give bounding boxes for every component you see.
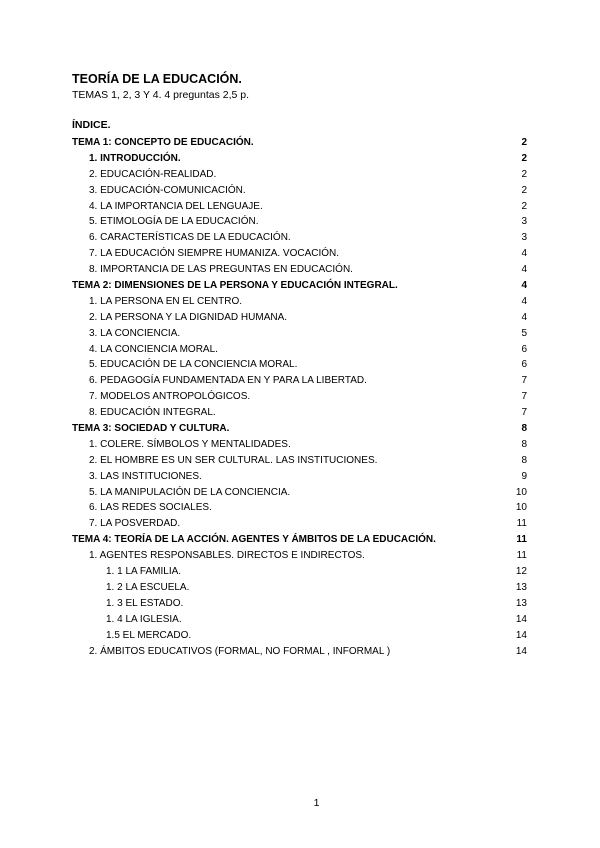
- toc-entry-page: 11: [516, 518, 527, 530]
- toc-entry-page: 4: [521, 248, 527, 260]
- toc-entry-title: 1. COLERE. SÍMBOLOS Y MENTALIDADES.: [89, 438, 291, 450]
- toc-entry-title: 7. LA EDUCACIÓN SIEMPRE HUMANIZA. VOCACIÓN.: [89, 248, 340, 260]
- toc-entry[interactable]: [72, 357, 527, 373]
- toc-entry[interactable]: [72, 453, 527, 469]
- toc-entry-page: 7: [521, 391, 527, 403]
- toc-entry-page: 4: [521, 295, 527, 307]
- toc-entry-page: 2: [521, 137, 527, 148]
- toc-entry-title: TEMA 2: DIMENSIONES DE LA PERSONA Y EDUCACIÓN INTEGRAL.: [72, 280, 398, 292]
- toc-entry-title: 5. EDUCACIÓN DE LA CONCIENCIA MORAL.: [89, 359, 298, 371]
- toc-entry-page: 8: [521, 454, 527, 466]
- toc-entry[interactable]: [72, 500, 527, 516]
- toc-entry[interactable]: [72, 214, 527, 230]
- toc-entry[interactable]: [72, 564, 527, 580]
- toc-entry-page: 8: [521, 423, 527, 435]
- toc-entry[interactable]: [72, 596, 527, 612]
- toc-entry-title: 7. LA POSVERDAD.: [89, 518, 181, 530]
- toc-entry-title: 5. LA MANIPULACIÓN DE LA CONCIENCIA.: [89, 486, 291, 498]
- toc-entry-page: 2: [521, 168, 527, 180]
- toc-entry-title: 2. EDUCACIÓN-REALIDAD.: [89, 168, 217, 180]
- toc-entry[interactable]: [72, 294, 527, 310]
- index-heading: ÍNDICE.: [72, 119, 111, 131]
- toc-entry[interactable]: [72, 580, 527, 596]
- toc-entry-page: 11: [516, 550, 527, 562]
- toc-entry-title: 3. LAS INSTITUCIONES.: [89, 470, 202, 482]
- toc-entry-title: 2. LA PERSONA Y LA DIGNIDAD HUMANA.: [89, 311, 288, 323]
- toc-entry[interactable]: [72, 548, 527, 564]
- toc-entry-title: 7. MODELOS ANTROPOLÓGICOS.: [89, 391, 251, 403]
- toc-entry-title: TEMA 4: TEORÍA DE LA ACCIÓN. AGENTES Y ÁMBITOS DE LA EDUCACIÓN.: [72, 534, 436, 546]
- toc-entry[interactable]: [72, 405, 527, 421]
- toc-entry[interactable]: [72, 310, 527, 326]
- toc-entry-page: 2: [521, 184, 527, 196]
- toc-entry[interactable]: [72, 246, 527, 262]
- toc-entry[interactable]: [72, 389, 527, 405]
- toc-entry-title: 8. EDUCACIÓN INTEGRAL.: [89, 407, 216, 419]
- toc-entry-title: 1. LA PERSONA EN EL CENTRO.: [89, 295, 243, 307]
- document-title: TEORÍA DE LA EDUCACIÓN.: [72, 72, 242, 86]
- toc-chapter-entry[interactable]: [72, 278, 527, 294]
- toc-entry-title: 2. ÁMBITOS EDUCATIVOS (FORMAL, NO FORMAL , INFORMAL ): [89, 645, 391, 657]
- toc-entry-page: 4: [521, 311, 527, 323]
- toc-entry-title: 1. 2 LA ESCUELA.: [106, 581, 190, 593]
- toc-entry-title: 3. LA CONCIENCIA.: [89, 327, 181, 339]
- toc-chapter-entry[interactable]: [72, 532, 527, 548]
- document-subtitle: TEMAS 1, 2, 3 Y 4. 4 preguntas 2,5 p.: [72, 89, 250, 101]
- toc-entry[interactable]: [72, 230, 527, 246]
- toc-entry[interactable]: [72, 342, 527, 358]
- toc-entry-page: 14: [515, 629, 527, 641]
- toc-entry-title: 6. LAS REDES SOCIALES.: [89, 502, 212, 514]
- toc-entry-title: 6. PEDAGOGÍA FUNDAMENTADA EN Y PARA LA LIBERTAD.: [89, 375, 367, 387]
- toc-entry[interactable]: [72, 612, 527, 628]
- toc-entry-title: TEMA 1: CONCEPTO DE EDUCACIÓN.: [72, 137, 254, 148]
- toc-entry-title: 4. LA IMPORTANCIA DEL LENGUAJE.: [89, 200, 263, 212]
- toc-entry-page: 9: [521, 470, 527, 482]
- toc-entry-title: 1. 4 LA IGLESIA.: [106, 613, 182, 625]
- toc-entry[interactable]: [72, 516, 527, 532]
- toc-entry-title: 2. EL HOMBRE ES UN SER CULTURAL. LAS INSTITUCIONES.: [89, 454, 378, 466]
- toc-entry-page: 7: [521, 375, 527, 387]
- toc-entry-page: 8: [521, 438, 527, 450]
- toc-entry-title: TEMA 3: SOCIEDAD Y CULTURA.: [72, 423, 230, 435]
- toc-entry-page: 4: [521, 280, 527, 292]
- toc-entry[interactable]: [72, 262, 527, 278]
- toc-entry[interactable]: [72, 628, 527, 644]
- toc-entry-page: 14: [515, 613, 527, 625]
- toc-entry-page: 3: [521, 216, 527, 228]
- toc-entry-page: 13: [515, 597, 527, 609]
- toc-entry-page: 2: [521, 152, 527, 164]
- toc-entry-title: 1. INTRODUCCIÓN.: [89, 152, 181, 164]
- toc-entry-page: 6: [521, 359, 527, 371]
- toc-entry[interactable]: [72, 326, 527, 342]
- toc-entry-page: 12: [515, 566, 527, 578]
- toc-entry-title: 5. ETIMOLOGÍA DE LA EDUCACIÓN.: [89, 216, 259, 228]
- toc-entry[interactable]: [72, 373, 527, 389]
- table-of-contents: [72, 135, 527, 659]
- toc-entry[interactable]: [72, 469, 527, 485]
- toc-entry-title: 1.5 EL MERCADO.: [106, 629, 192, 641]
- toc-entry[interactable]: [72, 167, 527, 183]
- toc-entry-page: 2: [521, 200, 527, 212]
- toc-entry[interactable]: [72, 437, 527, 453]
- toc-entry[interactable]: [72, 183, 527, 199]
- toc-entry-page: 7: [521, 407, 527, 419]
- toc-entry-title: 8. IMPORTANCIA DE LAS PREGUNTAS EN EDUCACIÓN.: [89, 264, 353, 276]
- toc-entry[interactable]: [72, 644, 527, 660]
- toc-entry-page: 10: [515, 502, 527, 514]
- toc-entry-page: 10: [515, 486, 527, 498]
- toc-entry-page: 3: [521, 232, 527, 244]
- toc-entry-title: 1. 1 LA FAMILIA.: [106, 566, 182, 578]
- toc-entry-page: 4: [521, 264, 527, 276]
- toc-entry-title: 6. CARACTERÍSTICAS DE LA EDUCACIÓN.: [89, 232, 291, 244]
- toc-entry-page: 11: [516, 534, 527, 546]
- toc-entry-title: 1. AGENTES RESPONSABLES. DIRECTOS E INDIRECTOS.: [89, 550, 365, 562]
- toc-entry[interactable]: [72, 485, 527, 501]
- toc-entry-page: 6: [521, 343, 527, 355]
- toc-entry-page: 14: [515, 645, 527, 657]
- toc-entry[interactable]: [72, 199, 527, 215]
- toc-entry-page: 5: [521, 327, 527, 339]
- toc-chapter-entry[interactable]: [72, 135, 527, 151]
- toc-entry-title: 3. EDUCACIÓN-COMUNICACIÓN.: [89, 184, 246, 196]
- toc-entry-title: 1. 3 EL ESTADO.: [106, 597, 184, 609]
- page-number: 1: [313, 797, 320, 809]
- toc-chapter-entry[interactable]: [72, 421, 527, 437]
- toc-entry[interactable]: [72, 151, 527, 167]
- toc-entry-page: 13: [515, 581, 527, 593]
- toc-entry-title: 4. LA CONCIENCIA MORAL.: [89, 343, 218, 355]
